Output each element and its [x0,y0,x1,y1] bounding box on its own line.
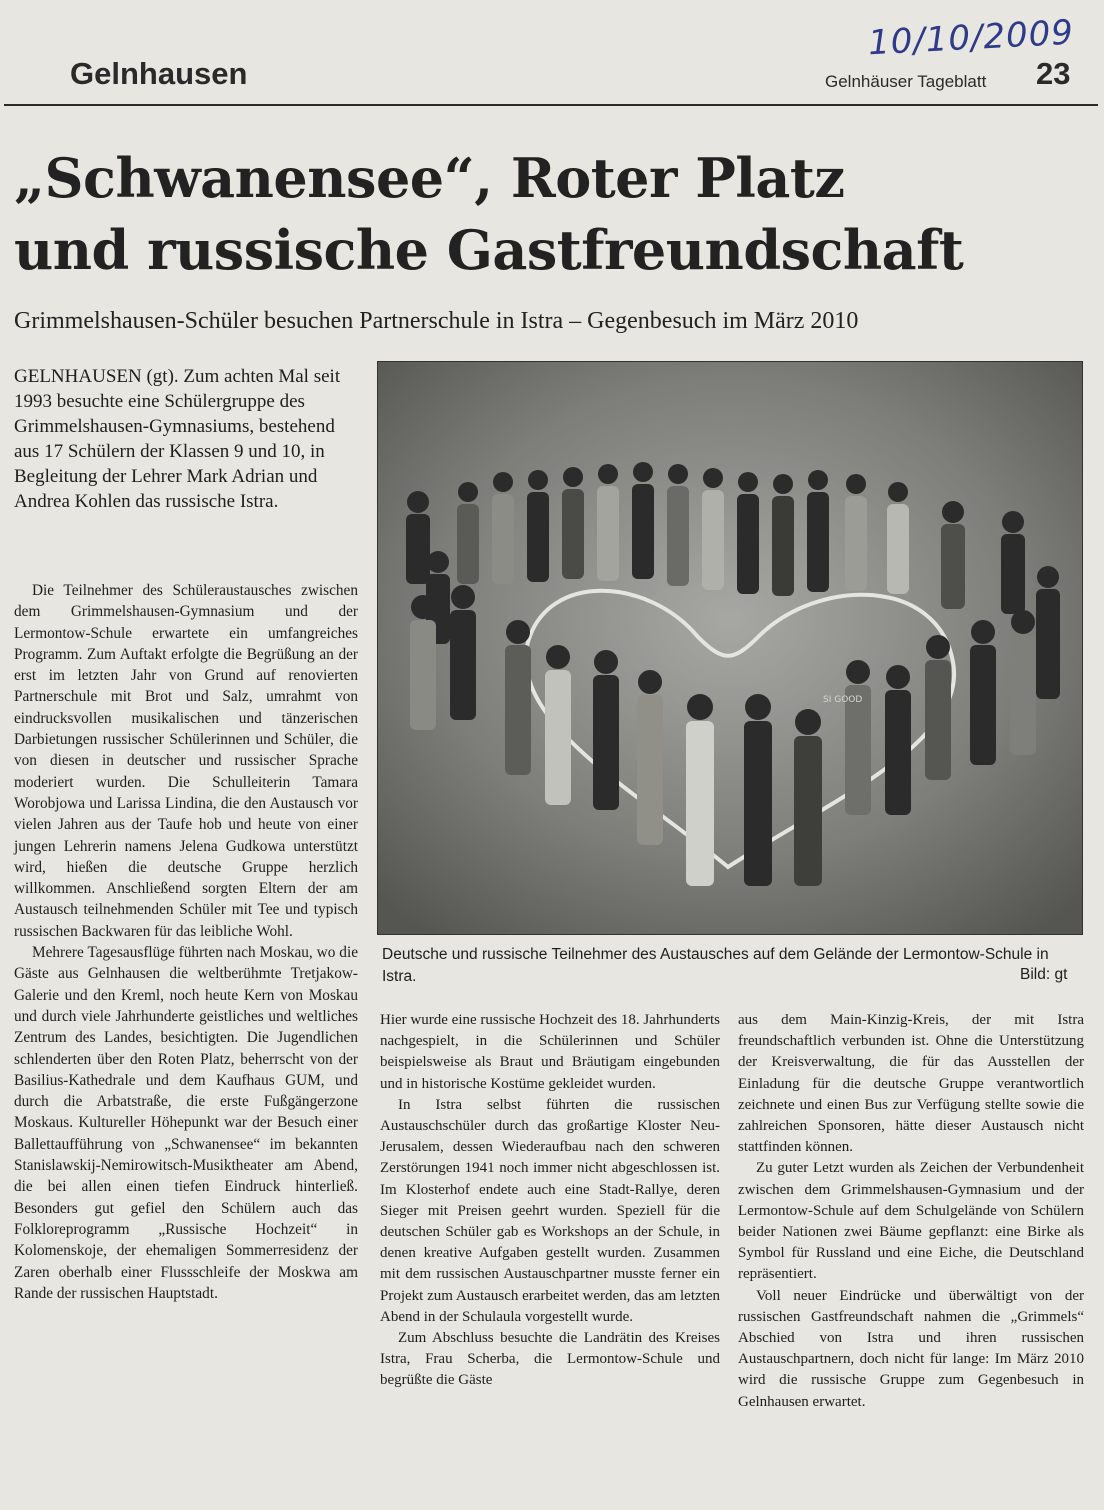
headline-line-1: „Schwanensee“, Roter Platz [14,146,845,210]
paragraph: aus dem Main-Kinzig-Kreis, der mit Istra freundschaftlich verbunden ist. Ohne die Unterstützung der Kreisverwaltung, die für das Ausstellen der Einladung für die deutsche Gruppe verantwortlich zeichnete und einen Bus zur Verfügung stellte sowie die zahlreichen Sponsoren, hätte dieser Austausch nicht stattfinden können. [738,1012,1084,1156]
photo-credit: Bild: gt [1020,966,1068,983]
paragraph: Die Teilnehmer des Schüleraustausches zwischen dem Grimmelshausen-Gymnasium und der Lermontow-Schule erwartete ein umfangreiches Programm. Zum Auftakt erfolgte die Begrüßung an der erst im letzten Jahr von Grund auf renovierten Partnerschule mit Brot und Salz, umrahmt von eindrucksvollen musikalischen und tänzerischen Darbietungen russischer Schülerinnen und Schüler, die von diesen in deutscher und russischer Sprache moderiert wurden. Die Schulleiterin Tamara Worobjowa und Larissa Lindina, die den Austausch vor vielen Jahren aus der Taufe hob und heute von einer jungen Lehrerin namens Jelena Gudkowa unterstützt wird, hießen die deutsche Gruppe herzlich willkommen. Anschließend sorgten Eltern der am Austausch teilnehmenden Schüler mit Tee und typisch russischen Backwaren für das leibliche Wohl. [14,582,358,940]
page-number: 23 [1036,56,1071,91]
headline [14,142,1094,286]
paragraph: Mehrere Tagesausflüge führten nach Moskau, wo die Gäste aus Gelnhausen die weltberühmte Tretjakow-Galerie und den Kreml, noch heute Kern von Moskau und durch viele Jahrhunderte geistliches und weltliches Zentrum des Landes, besichtigten. Die Jugendlichen schlenderten über den Roten Platz, beherrscht von der Basilius-Kathedrale und dem Kaufhaus GUM, und durch die Arbatstraße, die erste Fußgängerzone Moskaus. Kultureller Höhepunkt war der Besuch einer Ballettaufführung von „Schwanensee“ im bekannten Stanislawskij-Nemirowitsch-Musiktheater am Abend, die bei allen einen tiefen Eindruck hinterließ. Besonders gut gefiel den Schülern auch das Folkloreprogramm „Russische Hochzeit“ in Kolomenskoje, der ehemaligen Sommerresidenz der Zaren oberhalb einer Flussschleife der Moskwa am Rande der russischen Hauptstadt. [14,944,358,1302]
header-rule [4,104,1098,106]
handwritten-date: 10/10/2009 [867,12,1075,64]
lead-paragraph: GELNHAUSEN (gt). Zum achten Mal seit 1993 besuchte eine Schülergruppe des Grimmelshausen-Gymnasiums, bestehend aus 17 Schülern der Klassen 9 und 10, in Begleitung der Lehrer Mark Adrian und Andrea Kohlen das russische Istra. [14,366,341,512]
paragraph: Zum Abschluss besuchte die Landrätin des Kreises Istra, Frau Scherba, die Lermontow-Schule und begrüßte die Gäste [380,1330,720,1389]
subheadline: Grimmelshausen-Schüler besuchen Partnerschule in Istra – Gegenbesuch im März 2010 [14,308,859,334]
paragraph: Zu guter Letzt wurden als Zeichen der Verbundenheit zwischen dem Grimmelshausen-Gymnasium und der Lermontow-Schule auf dem Schulgelände von Schülern beider Nationen zwei Bäume gepflanzt: eine Birke als Symbol für Russland und eine Eiche, die Deutschland repräsentiert. [738,1160,1084,1283]
group-photo [377,361,1083,935]
article-column-1 [14,580,358,1304]
shirt-print-text: SI GOOD [823,695,863,705]
article-column-3 [738,1010,1084,1413]
article-column-2 [380,1010,720,1392]
section-name: Gelnhausen [70,56,248,91]
paragraph: In Istra selbst führten die russischen Austauschschüler durch das großartige Kloster Neu-Jerusalem, dessen Wiederaufbau nach den schweren Zerstörungen 1941 noch immer nicht abgeschlossen ist. Im Klosterhof endete auch eine Stadt-Rallye, deren Sieger mit Preisen geehrt wurden. Speziell für die deutschen Schüler gab es Workshops an der Schule, in denen kreative Aufgaben gestellt wurden. Zusammen mit dem russischen Austauschpartner musste ferner ein Projekt zum Austausch erarbeitet werden, das am letzten Abend in der Schulaula vorgestellt wurde. [380,1096,720,1325]
photo-caption: Deutsche und russische Teilnehmer des Austausches auf dem Gelände der Lermontow-Schule in Istra. [382,946,1049,985]
headline-line-2: und russische Gastfreundschaft [14,218,964,282]
newspaper-name: Gelnhäuser Tageblatt [825,72,987,91]
paragraph: Voll neuer Eindrücke und überwältigt von der russischen Gastfreundschaft nahmen die „Grimmels“ Abschied von Istra und ihren russischen Austauschpartnern, doch nicht für lange: Im März 2010 wird die russische Gruppe zum Gegenbesuch in Gelnhausen erwartet. [738,1287,1084,1410]
group-photo-illustration [378,362,1082,934]
paragraph: Hier wurde eine russische Hochzeit des 18. Jahrhunderts nachgespielt, in die Schülerinnen und Schüler beispielsweise als Braut und Bräutigam eingebunden und in historische Kostüme gekleidet wurden. [380,1012,720,1092]
